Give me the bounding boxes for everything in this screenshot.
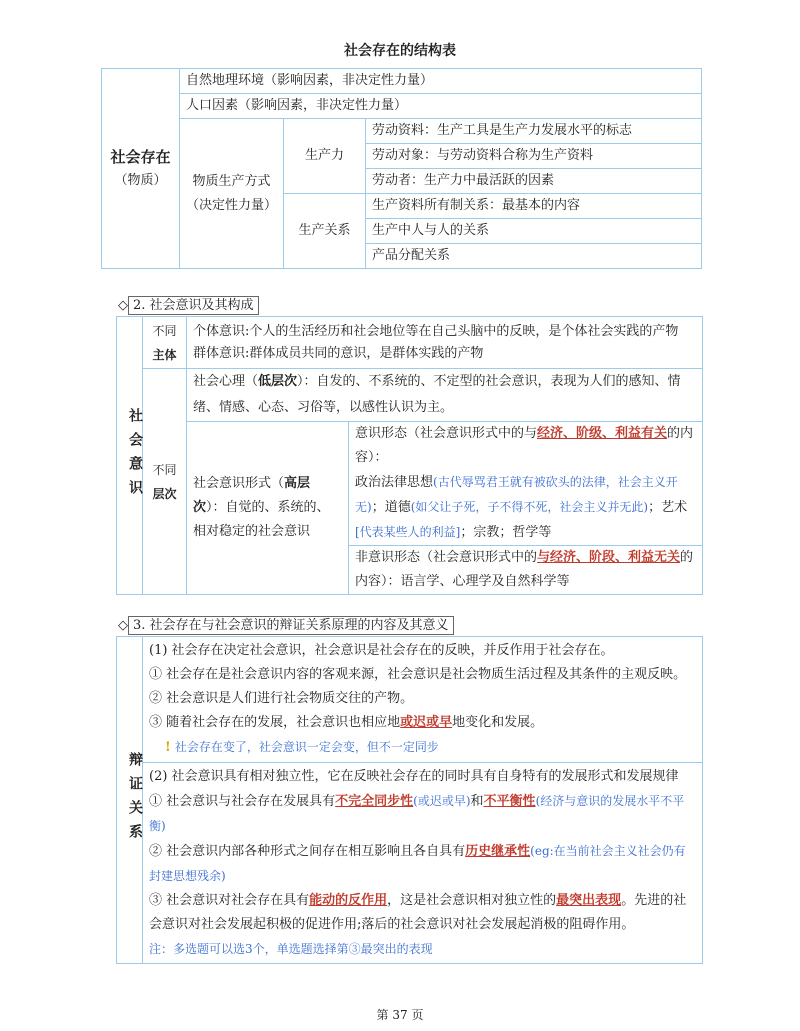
natural-environment-row: 自然地理环境（影响因素，非决定性力量） <box>180 69 702 94</box>
relations-cell: 生产关系 <box>284 194 366 269</box>
social-consciousness-table <box>116 316 703 595</box>
social-existence-root: 社会存在 （物质） <box>102 69 180 269</box>
population-row: 人口因素（影响因素，非决定性力量） <box>180 94 702 119</box>
subject-content: 个体意识:个人的生活经历和社会地位等在自己头脑中的反映，是个体社会实践的产物 群体意识:群体成员共同的意识，是群体实践的产物 <box>187 317 703 369</box>
level-label: 不同 层次 <box>143 369 187 595</box>
pf-item: 劳动对象：与劳动资料合称为生产资料 <box>366 144 702 169</box>
rel-item: 生产中人与人的关系 <box>366 219 702 244</box>
pf-item: 劳动资料：生产工具是生产力发展水平的标志 <box>366 119 702 144</box>
rel-item: 产品分配关系 <box>366 244 702 269</box>
production-mode-cell: 物质生产方式 （决定性力量） <box>180 119 284 269</box>
consciousness-root: 社会意识 <box>117 317 143 595</box>
productive-forces-cell: 生产力 <box>284 119 366 194</box>
determination-part: (1) 社会存在决定社会意识，社会意识是社会存在的反映，并反作用于社会存在。 ① 社会存在是社会意识内容的客观来源，社会意识是社会物质生活过程及其条件的主观反映。 ② 社会意识是人们进行社会物质交往的产物。 ③ 随着社会存在的发展，社会意识也相应地或迟或早地变化和发展。 ! 社会存在变了，社会意识一定会变，但不一定同步 <box>143 637 703 763</box>
non-ideology-cell: 非意识形态（社会意识形式中的与经济、阶段、利益无关的内容）：语言学、心理学及自然科学等 <box>349 546 703 595</box>
pf-item: 劳动者：生产力中最活跃的因素 <box>366 169 702 194</box>
page-number: 第 37 页 <box>376 1008 424 1022</box>
ideology-cell: 意识形态（社会意识形式中的与经济、阶级、利益有关的内容）： 政治法律思想(古代辱骂君王就有被砍头的法律，社会主义开无)；道德(如父让子死，子不得不死，社会主义并无此)；艺术[代表某些人的利益]；宗教；哲学等 <box>349 422 703 546</box>
subject-label: 不同 主体 <box>143 317 187 369</box>
warning-icon: ! <box>165 740 171 755</box>
page-title: 社会存在的结构表 <box>344 43 456 59</box>
dialectics-root: 辩证关系 <box>117 637 143 964</box>
social-existence-table <box>101 68 702 269</box>
rel-item: 生产资料所有制关系：最基本的内容 <box>366 194 702 219</box>
dialectics-table <box>116 636 703 964</box>
social-psychology-row: 社会心理（低层次）：自发的、不系统的、不定型的社会意识，表现为人们的感知、情绪、情感、心态、习俗等，以感性认识为主。 <box>187 369 703 422</box>
consciousness-forms-cell: 社会意识形式（高层次）：自觉的、系统的、相对稳定的社会意识 <box>187 422 349 595</box>
section2-heading: ◇ 2. 社会意识及其构成 <box>118 294 259 313</box>
section3-heading: ◇ 3. 社会存在与社会意识的辩证关系原理的内容及其意义 <box>118 614 454 633</box>
independence-part: (2) 社会意识具有相对独立性，它在反映社会存在的同时具有自身特有的发展形式和发展规律 ① 社会意识与社会存在发展具有不完全同步性(或迟或早)和不平衡性(经济与意识的发展水平不平衡) ② 社会意识内部各种形式之间存在相互影响且各自具有历史继承性(eg:在当前社会主义社会仍有封建思想残余) ③ 社会意识对社会存在具有能动的反作用，这是社会意识相对独立性的最突出表现。先进的社会意识对社会发展起积极的促进作用;落后的社会意识对社会发展起消极的阻碍作用。 注：多选题可以选3个，单选题选择第③最突出的表现 <box>143 763 703 964</box>
